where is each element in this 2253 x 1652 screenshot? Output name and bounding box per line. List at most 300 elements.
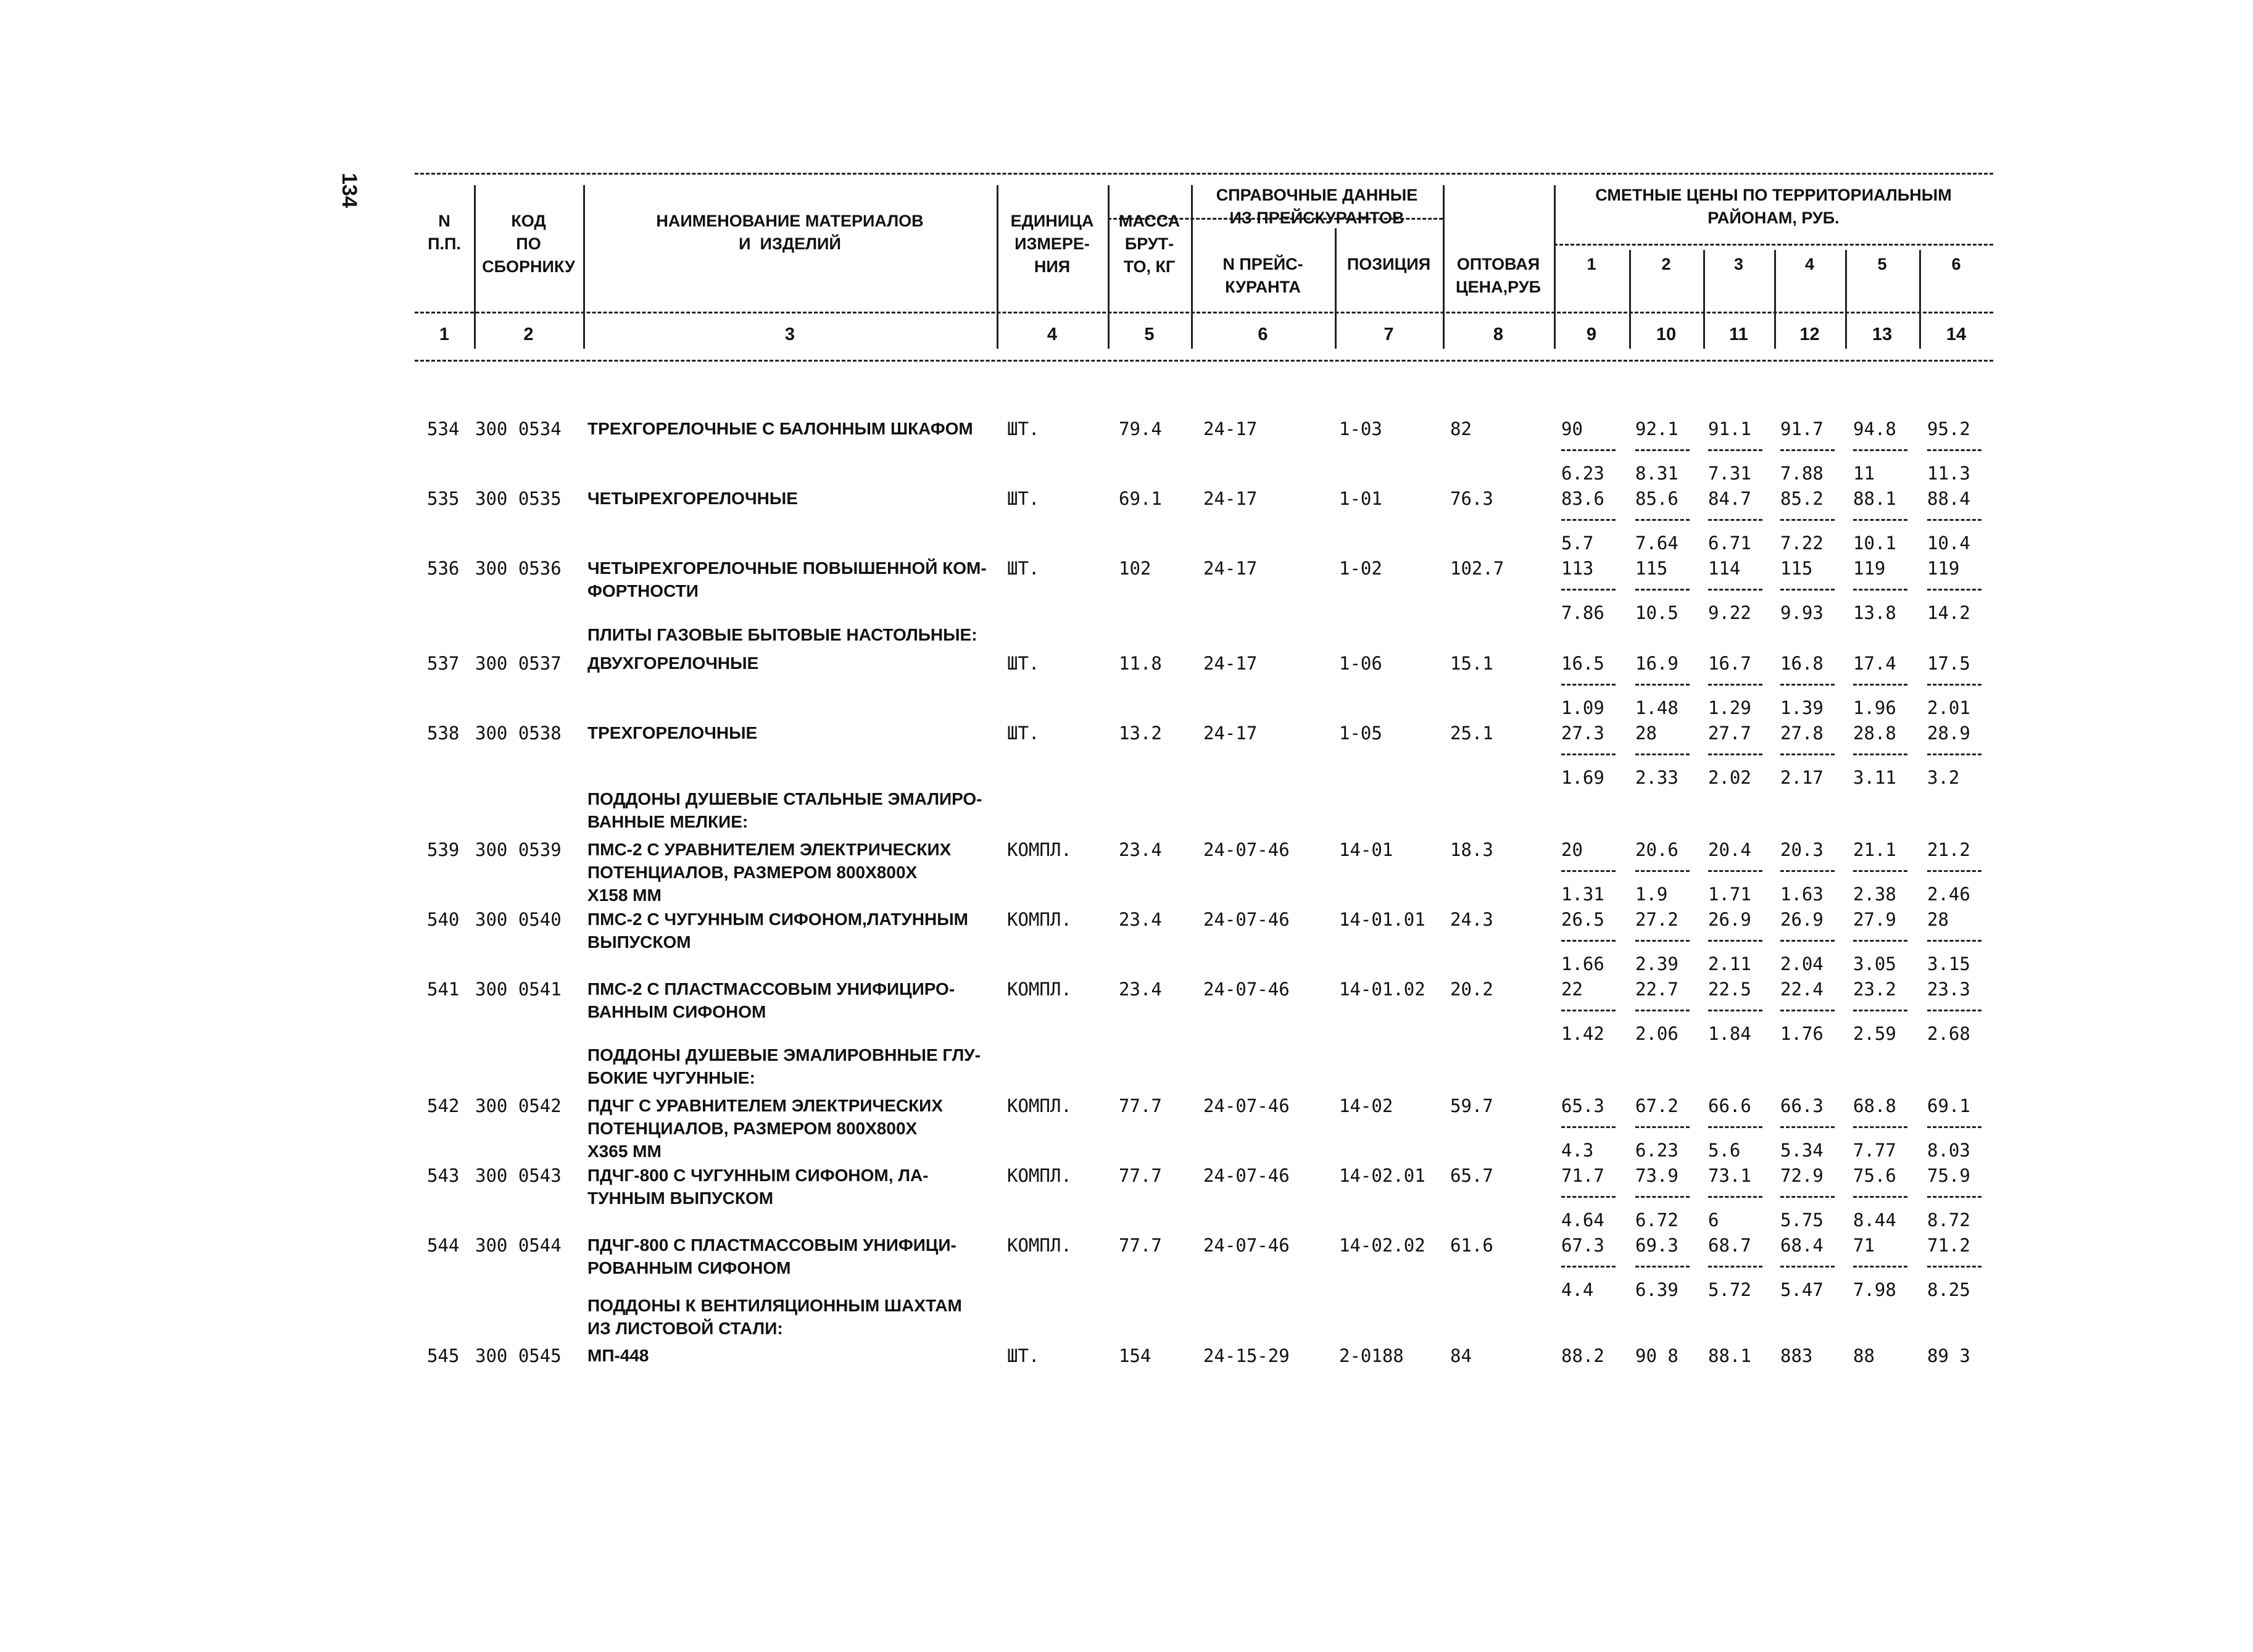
row-unit: КОМПЛ. <box>1007 1095 1072 1116</box>
fraction-bar <box>1780 1266 1835 1268</box>
row-price-list: 24-17 <box>1203 418 1258 439</box>
row-price-list: 24-17 <box>1203 723 1258 744</box>
row-wholesale: 102.7 <box>1450 558 1504 579</box>
header-bottom-rule <box>415 360 1993 362</box>
region-transport-cost: 4.4 <box>1561 1279 1594 1300</box>
row-unit: КОМПЛ. <box>1007 839 1072 860</box>
fraction-bar <box>1853 1266 1907 1268</box>
fraction-bar <box>1635 1126 1690 1128</box>
row-unit: ШТ. <box>1007 488 1040 509</box>
column-number: 10 <box>1656 325 1677 344</box>
row-number: 534 <box>427 418 460 439</box>
region-price: 67.2 <box>1635 1095 1678 1116</box>
region-transport-cost: 10.1 <box>1853 533 1896 554</box>
fraction-bar <box>1853 870 1907 872</box>
row-code: 300 0535 <box>475 488 562 509</box>
region-price: 72.9 <box>1780 1165 1824 1186</box>
region-transport-cost: 11 <box>1853 463 1875 484</box>
region-price: 20.3 <box>1780 839 1824 860</box>
fraction-bar <box>1708 589 1762 591</box>
row-unit: КОМПЛ. <box>1007 979 1072 1000</box>
region-price: 68.7 <box>1708 1235 1751 1256</box>
fraction-bar <box>1853 1126 1907 1128</box>
region-transport-cost: 2.59 <box>1853 1023 1896 1044</box>
region-price: 88.2 <box>1561 1345 1604 1366</box>
fraction-bar <box>1635 1196 1690 1198</box>
fraction-bar <box>1561 870 1616 872</box>
fraction-bar <box>1780 1010 1835 1011</box>
fraction-bar <box>1635 684 1690 686</box>
row-wholesale: 76.3 <box>1450 488 1493 509</box>
region-price: 27.9 <box>1853 909 1896 930</box>
row-price-list: 24-17 <box>1203 653 1258 674</box>
fraction-bar <box>1561 753 1616 755</box>
region-transport-cost: 2.01 <box>1927 697 1970 718</box>
region-transport-cost: 5.7 <box>1561 533 1594 554</box>
fraction-bar <box>1635 870 1690 872</box>
region-transport-cost: 2.04 <box>1780 953 1824 974</box>
fraction-bar <box>1561 1010 1616 1011</box>
region-transport-cost: 1.39 <box>1780 697 1824 718</box>
row-wholesale: 15.1 <box>1450 653 1493 674</box>
region-transport-cost: 2.17 <box>1780 767 1824 788</box>
row-position: 1-06 <box>1339 653 1382 674</box>
group-title: ПЛИТЫ ГАЗОВЫЕ БЫТОВЫЕ НАСТОЛЬНЫЕ: <box>587 625 977 644</box>
row-position: 14-02.02 <box>1339 1235 1425 1256</box>
row-position: 1-02 <box>1339 558 1382 579</box>
row-mass: 77.7 <box>1119 1165 1162 1186</box>
row-mass: 102 <box>1119 558 1151 579</box>
column-number: 8 <box>1493 325 1504 344</box>
region-price: 21.1 <box>1853 839 1896 860</box>
fraction-bar <box>1927 1196 1981 1198</box>
row-code: 300 0541 <box>475 979 562 1000</box>
group-title: ПОДДОНЫ ДУШЕВЫЕ ЭМАЛИРОВННЫЕ ГЛУ- БОКИЕ ЧУГУННЫЕ: <box>587 1045 981 1087</box>
region-price: 91.7 <box>1780 418 1824 439</box>
region-transport-cost: 2.02 <box>1708 767 1751 788</box>
region-price: 20.6 <box>1635 839 1678 860</box>
fraction-bar <box>1853 753 1907 755</box>
region-transport-cost: 1.42 <box>1561 1023 1604 1044</box>
row-name: ТРЕХГОРЕЛОЧНЫЕ <box>587 723 758 742</box>
row-number: 541 <box>427 979 460 1000</box>
row-code: 300 0534 <box>475 418 562 439</box>
header-region: 2 <box>1661 255 1671 273</box>
header-position: ПОЗИЦИЯ <box>1346 255 1431 273</box>
row-position: 1-03 <box>1339 418 1382 439</box>
row-mass: 23.4 <box>1119 909 1162 930</box>
region-transport-cost: 6.23 <box>1561 463 1604 484</box>
region-transport-cost: 2.38 <box>1853 884 1896 905</box>
group-title: ПОДДОНЫ К ВЕНТИЛЯЦИОННЫМ ШАХТАМ ИЗ ЛИСТОВОЙ СТАЛИ: <box>587 1296 962 1338</box>
region-transport-cost: 10.5 <box>1635 602 1678 623</box>
row-mass: 77.7 <box>1119 1235 1162 1256</box>
region-price: 68.4 <box>1780 1235 1824 1256</box>
row-mass: 13.2 <box>1119 723 1162 744</box>
region-price: 90 <box>1561 418 1583 439</box>
prices-subheader-rule <box>1554 244 1993 246</box>
region-transport-cost: 2.06 <box>1635 1023 1678 1044</box>
region-transport-cost: 10.4 <box>1927 533 1970 554</box>
region-transport-cost: 7.86 <box>1561 602 1604 623</box>
region-price: 28 <box>1635 723 1657 744</box>
fraction-bar <box>1635 940 1690 942</box>
fraction-bar <box>1853 519 1907 521</box>
header-name: НАИМЕНОВАНИЕ МАТЕРИАЛОВ И ИЗДЕЛИЙ <box>656 212 924 253</box>
fraction-bar <box>1708 1196 1762 1198</box>
row-number: 536 <box>427 558 460 579</box>
fraction-bar <box>1780 1196 1835 1198</box>
fraction-bar <box>1561 684 1616 686</box>
row-price-list: 24-07-46 <box>1203 839 1290 860</box>
region-transport-cost: 1.96 <box>1853 697 1896 718</box>
column-number: 6 <box>1258 325 1268 344</box>
fraction-bar <box>1561 1196 1616 1198</box>
region-price: 16.7 <box>1708 653 1751 674</box>
region-price: 113 <box>1561 558 1594 579</box>
row-mass: 69.1 <box>1119 488 1162 509</box>
fraction-bar <box>1927 1010 1981 1011</box>
header-price-list: N ПРЕЙС- КУРАНТА <box>1222 255 1303 296</box>
fraction-bar <box>1780 589 1835 591</box>
header-mass: МАССА БРУТ- ТО, КГ <box>1118 212 1180 276</box>
region-price: 23.2 <box>1853 979 1896 1000</box>
row-number: 535 <box>427 488 460 509</box>
fraction-bar <box>1780 519 1835 521</box>
fraction-bar <box>1853 684 1907 686</box>
region-transport-cost: 7.64 <box>1635 533 1678 554</box>
header-region: 4 <box>1804 255 1815 273</box>
region-price: 88.1 <box>1708 1345 1751 1366</box>
row-name: ПДЧГ-800 С ПЛАСТМАССОВЫМ УНИФИЦИ- РОВАННЫМ СИФОНОМ <box>587 1235 956 1277</box>
column-number: 9 <box>1586 325 1597 344</box>
column-number: 13 <box>1872 325 1893 344</box>
row-wholesale: 24.3 <box>1450 909 1493 930</box>
fraction-bar <box>1708 449 1762 451</box>
region-transport-cost: 4.3 <box>1561 1140 1594 1161</box>
region-price: 88.4 <box>1927 488 1970 509</box>
region-price: 71.2 <box>1927 1235 1970 1256</box>
region-price: 94.8 <box>1853 418 1896 439</box>
region-price: 20 <box>1561 839 1583 860</box>
region-price: 68.8 <box>1853 1095 1896 1116</box>
row-wholesale: 25.1 <box>1450 723 1493 744</box>
row-code: 300 0545 <box>475 1345 562 1366</box>
fraction-bar <box>1708 519 1762 521</box>
region-transport-cost: 5.47 <box>1780 1279 1824 1300</box>
row-price-list: 24-17 <box>1203 558 1258 579</box>
page-number: 134 <box>338 173 361 208</box>
region-transport-cost: 7.88 <box>1780 463 1824 484</box>
fraction-bar <box>1561 1126 1616 1128</box>
header-divider-rule <box>415 312 1993 313</box>
row-mass: 79.4 <box>1119 418 1162 439</box>
row-unit: ШТ. <box>1007 558 1040 579</box>
row-code: 300 0536 <box>475 558 562 579</box>
row-position: 14-01 <box>1339 839 1393 860</box>
fraction-bar <box>1927 753 1981 755</box>
row-number: 539 <box>427 839 460 860</box>
fraction-bar <box>1780 1126 1835 1128</box>
row-name: ЧЕТЫРЕХГОРЕЛОЧНЫЕ <box>587 489 798 508</box>
region-price: 84.7 <box>1708 488 1751 509</box>
region-price: 17.4 <box>1853 653 1896 674</box>
row-mass: 23.4 <box>1119 979 1162 1000</box>
row-mass: 154 <box>1119 1345 1151 1366</box>
row-name: ПМС-2 С ЧУГУННЫМ СИФОНОМ,ЛАТУННЫМ ВЫПУСКОМ <box>587 910 968 952</box>
row-wholesale: 61.6 <box>1450 1235 1493 1256</box>
fraction-bar <box>1635 1010 1690 1011</box>
region-transport-cost: 9.93 <box>1780 602 1824 623</box>
header-num: N П.П. <box>428 212 461 253</box>
region-transport-cost: 5.34 <box>1780 1140 1824 1161</box>
row-position: 2-0188 <box>1339 1345 1404 1366</box>
region-transport-cost: 13.8 <box>1853 602 1896 623</box>
region-price: 16.8 <box>1780 653 1824 674</box>
row-position: 1-05 <box>1339 723 1382 744</box>
row-position: 14-02 <box>1339 1095 1393 1116</box>
region-transport-cost: 6.39 <box>1635 1279 1678 1300</box>
fraction-bar <box>1927 589 1981 591</box>
header-code: КОД ПО СБОРНИКУ <box>482 212 575 276</box>
row-number: 545 <box>427 1345 460 1366</box>
region-transport-cost: 1.48 <box>1635 697 1678 718</box>
region-transport-cost: 1.29 <box>1708 697 1751 718</box>
fraction-bar <box>1853 589 1907 591</box>
region-transport-cost: 6.72 <box>1635 1210 1678 1231</box>
region-price: 85.2 <box>1780 488 1824 509</box>
row-name: МП-448 <box>587 1346 649 1365</box>
region-price: 16.5 <box>1561 653 1604 674</box>
region-price: 119 <box>1927 558 1960 579</box>
region-price: 89 3 <box>1927 1345 1970 1366</box>
fraction-bar <box>1927 1126 1981 1128</box>
fraction-bar <box>1708 1010 1762 1011</box>
region-price: 21.2 <box>1927 839 1970 860</box>
region-transport-cost: 1.63 <box>1780 884 1824 905</box>
row-price-list: 24-07-46 <box>1203 1095 1290 1116</box>
row-wholesale: 20.2 <box>1450 979 1493 1000</box>
region-transport-cost: 1.84 <box>1708 1023 1751 1044</box>
region-transport-cost: 3.2 <box>1927 767 1960 788</box>
fraction-bar <box>1708 684 1762 686</box>
row-name: ПДЧГ-800 С ЧУГУННЫМ СИФОНОМ, ЛА- ТУННЫМ ВЫПУСКОМ <box>587 1166 929 1208</box>
region-transport-cost: 3.15 <box>1927 953 1970 974</box>
header-region: 6 <box>1951 255 1961 273</box>
row-code: 300 0539 <box>475 839 562 860</box>
region-price: 28 <box>1927 909 1949 930</box>
region-transport-cost: 5.75 <box>1780 1210 1824 1231</box>
region-price: 16.9 <box>1635 653 1678 674</box>
region-price: 115 <box>1635 558 1668 579</box>
row-price-list: 24-07-46 <box>1203 979 1290 1000</box>
row-price-list: 24-17 <box>1203 488 1258 509</box>
header-ref-group: СПРАВОЧНЫЕ ДАННЫЕ ИЗ ПРЕЙСКУРАНТОВ <box>1216 186 1418 227</box>
region-price: 883 <box>1780 1345 1813 1366</box>
row-number: 542 <box>427 1095 460 1116</box>
region-transport-cost: 2.68 <box>1927 1023 1970 1044</box>
row-name: ЧЕТЫРЕХГОРЕЛОЧНЫЕ ПОВЫШЕННОЙ КОМ- ФОРТНОСТИ <box>587 558 987 600</box>
fraction-bar <box>1927 940 1981 942</box>
fraction-bar <box>1853 449 1907 451</box>
region-price: 22.7 <box>1635 979 1678 1000</box>
column-number: 11 <box>1729 325 1748 344</box>
fraction-bar <box>1635 449 1690 451</box>
row-number: 538 <box>427 723 460 744</box>
region-price: 27.7 <box>1708 723 1751 744</box>
row-name: ПДЧГ С УРАВНИТЕЛЕМ ЭЛЕКТРИЧЕСКИХ ПОТЕНЦИАЛОВ, РАЗМЕРОМ 800Х800Х Х365 ММ <box>587 1096 943 1161</box>
column-number: 7 <box>1384 325 1394 344</box>
row-unit: ШТ. <box>1007 653 1040 674</box>
region-transport-cost: 7.77 <box>1853 1140 1896 1161</box>
region-price: 71.7 <box>1561 1165 1604 1186</box>
fraction-bar <box>1853 940 1907 942</box>
region-price: 92.1 <box>1635 418 1678 439</box>
header-top-rule <box>415 173 1993 175</box>
fraction-bar <box>1853 1196 1907 1198</box>
row-position: 1-01 <box>1339 488 1382 509</box>
region-transport-cost: 7.98 <box>1853 1279 1896 1300</box>
region-price: 88 <box>1853 1345 1875 1366</box>
region-price: 83.6 <box>1561 488 1604 509</box>
region-price: 69.3 <box>1635 1235 1678 1256</box>
row-number: 540 <box>427 909 460 930</box>
region-price: 85.6 <box>1635 488 1678 509</box>
row-number: 537 <box>427 653 460 674</box>
region-transport-cost: 4.64 <box>1561 1210 1604 1231</box>
row-name: ПМС-2 С ПЛАСТМАССОВЫМ УНИФИЦИРО- ВАННЫМ СИФОНОМ <box>587 979 955 1021</box>
row-unit: КОМПЛ. <box>1007 909 1072 930</box>
region-price: 67.3 <box>1561 1235 1604 1256</box>
fraction-bar <box>1635 589 1690 591</box>
row-wholesale: 59.7 <box>1450 1095 1493 1116</box>
region-price: 75.9 <box>1927 1165 1970 1186</box>
row-code: 300 0540 <box>475 909 562 930</box>
row-code: 300 0542 <box>475 1095 562 1116</box>
region-price: 114 <box>1708 558 1741 579</box>
region-price: 69.1 <box>1927 1095 1970 1116</box>
region-transport-cost: 1.66 <box>1561 953 1604 974</box>
region-transport-cost: 1.76 <box>1780 1023 1824 1044</box>
row-position: 14-01.02 <box>1339 979 1425 1000</box>
region-transport-cost: 1.9 <box>1635 884 1668 905</box>
fraction-bar <box>1708 940 1762 942</box>
region-price: 91.1 <box>1708 418 1751 439</box>
row-mass: 77.7 <box>1119 1095 1162 1116</box>
region-price: 71 <box>1853 1235 1875 1256</box>
row-price-list: 24-15-29 <box>1203 1345 1290 1366</box>
region-price: 22 <box>1561 979 1583 1000</box>
row-number: 543 <box>427 1165 460 1186</box>
row-name: ПМС-2 С УРАВНИТЕЛЕМ ЭЛЕКТРИЧЕСКИХ ПОТЕНЦИАЛОВ, РАЗМЕРОМ 800Х800Х Х158 ММ <box>587 840 952 905</box>
column-number: 12 <box>1799 325 1820 344</box>
region-price: 27.8 <box>1780 723 1824 744</box>
region-price: 88.1 <box>1853 488 1896 509</box>
region-transport-cost: 8.44 <box>1853 1210 1896 1231</box>
header-region: 3 <box>1733 255 1744 273</box>
fraction-bar <box>1708 870 1762 872</box>
fraction-bar <box>1780 753 1835 755</box>
fraction-bar <box>1927 519 1981 521</box>
fraction-bar <box>1708 1266 1762 1268</box>
header-region: 5 <box>1877 255 1887 273</box>
header-region: 1 <box>1587 255 1596 273</box>
fraction-bar <box>1927 449 1981 451</box>
fraction-bar <box>1561 589 1616 591</box>
row-wholesale: 65.7 <box>1450 1165 1493 1186</box>
column-number: 2 <box>523 325 534 344</box>
region-transport-cost: 5.6 <box>1708 1140 1741 1161</box>
fraction-bar <box>1635 519 1690 521</box>
column-number: 1 <box>439 325 450 344</box>
region-price: 65.3 <box>1561 1095 1604 1116</box>
region-price: 20.4 <box>1708 839 1751 860</box>
region-price: 73.9 <box>1635 1165 1678 1186</box>
row-mass: 23.4 <box>1119 839 1162 860</box>
fraction-bar <box>1561 1266 1616 1268</box>
region-price: 26.5 <box>1561 909 1604 930</box>
row-wholesale: 82 <box>1450 418 1472 439</box>
row-unit: ШТ. <box>1007 723 1040 744</box>
region-price: 26.9 <box>1708 909 1751 930</box>
region-price: 66.3 <box>1780 1095 1824 1116</box>
row-unit: КОМПЛ. <box>1007 1235 1072 1256</box>
header-wholesale: ОПТОВАЯ ЦЕНА,РУБ <box>1455 255 1541 296</box>
region-price: 27.2 <box>1635 909 1678 930</box>
row-unit: ШТ. <box>1007 1345 1040 1366</box>
region-transport-cost: 2.46 <box>1927 884 1970 905</box>
group-title: ПОДДОНЫ ДУШЕВЫЕ СТАЛЬНЫЕ ЭМАЛИРО- ВАННЫЕ МЕЛКИЕ: <box>587 789 982 831</box>
row-wholesale: 18.3 <box>1450 839 1493 860</box>
row-mass: 11.8 <box>1119 653 1162 674</box>
region-transport-cost: 8.25 <box>1927 1279 1970 1300</box>
region-transport-cost: 1.69 <box>1561 767 1604 788</box>
region-price: 119 <box>1853 558 1886 579</box>
region-transport-cost: 1.71 <box>1708 884 1751 905</box>
row-price-list: 24-07-46 <box>1203 909 1290 930</box>
region-transport-cost: 7.22 <box>1780 533 1824 554</box>
header-unit: ЕДИНИЦА ИЗМЕРЕ- НИЯ <box>1010 212 1094 276</box>
column-number: 14 <box>1946 325 1967 344</box>
fraction-bar <box>1927 1266 1981 1268</box>
region-transport-cost: 2.11 <box>1708 953 1751 974</box>
fraction-bar <box>1708 1126 1762 1128</box>
region-price: 22.4 <box>1780 979 1824 1000</box>
region-transport-cost: 14.2 <box>1927 602 1970 623</box>
region-transport-cost: 5.72 <box>1708 1279 1751 1300</box>
region-price: 115 <box>1780 558 1813 579</box>
header-prices-group: СМЕТНЫЕ ЦЕНЫ ПО ТЕРРИТОРИАЛЬНЫМ РАЙОНАМ, РУБ. <box>1595 186 1952 227</box>
region-transport-cost: 8.72 <box>1927 1210 1970 1231</box>
region-transport-cost: 3.05 <box>1853 953 1896 974</box>
row-wholesale: 84 <box>1450 1345 1472 1366</box>
column-number: 3 <box>784 325 795 344</box>
fraction-bar <box>1780 940 1835 942</box>
region-price: 23.3 <box>1927 979 1970 1000</box>
row-number: 544 <box>427 1235 460 1256</box>
region-price: 75.6 <box>1853 1165 1896 1186</box>
region-transport-cost: 2.33 <box>1635 767 1678 788</box>
region-price: 73.1 <box>1708 1165 1751 1186</box>
region-price: 95.2 <box>1927 418 1970 439</box>
fraction-bar <box>1927 684 1981 686</box>
region-price: 90 8 <box>1635 1345 1678 1366</box>
region-price: 26.9 <box>1780 909 1824 930</box>
fraction-bar <box>1927 870 1981 872</box>
region-price: 28.9 <box>1927 723 1970 744</box>
fraction-bar <box>1780 449 1835 451</box>
row-position: 14-01.01 <box>1339 909 1425 930</box>
